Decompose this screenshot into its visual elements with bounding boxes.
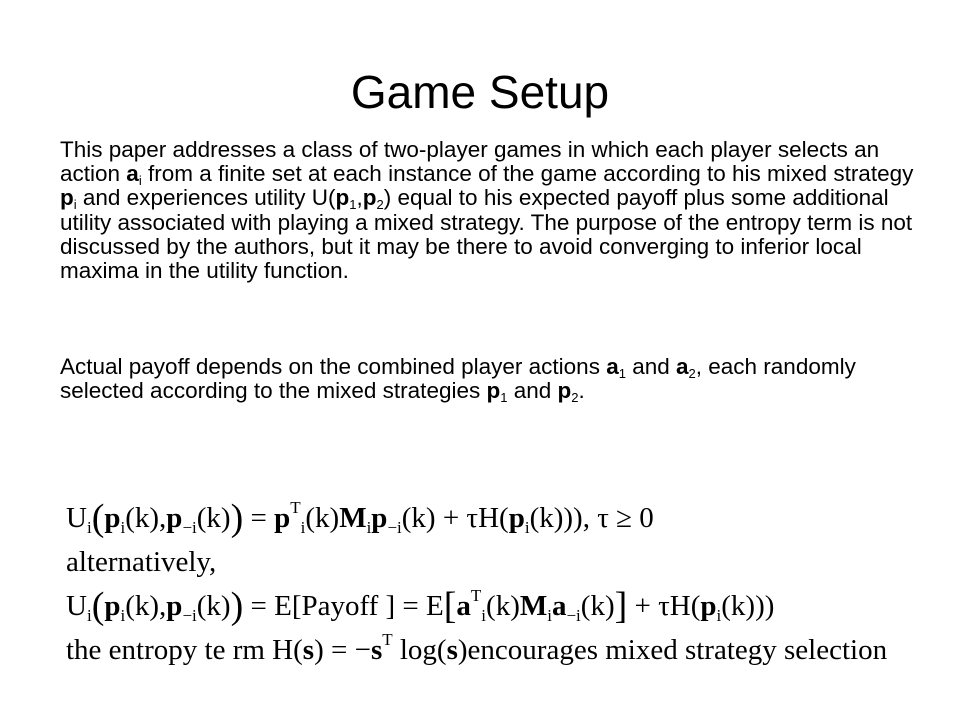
expected-payoff-equation: $U_i(p_i(k),p_{-i}(k))$ = E[Payoff ] = $E[a^T_i(k)M_ia_{-i}(k)] + \tau H(p_i(k))$) [66,585,775,627]
utility-equation: $U_i(p_i(k),p_{-i}(k)) = p^T_i(k)M_ip_{-i}(k) + \tau H(p_i(k))$), τ ≥ 0 [66,497,654,539]
entropy-equation: the entropy te rm $H(s) = -s^T$ log(s)encourages mixed strategy selection [66,630,888,666]
paragraph-actual-payoff: Actual payoff depends on the combined player actions $a_1$ and $a_2$, each randomly selected according to the mixed strategies $p_1$ and $p_2$. [60,354,856,406]
alternatively-line: alternatively, [66,546,217,578]
paragraph-game-description: This paper addresses a class of two-player games in which each player selects an action $a_i$ from a finite set at each instance of the game according to his mixed strategy $p_i$ and experiences utility $U(p_1,p_2)$ equal to his expected payoff plus some additional utility associated with playing a mixed strategy. The purpose of the entropy term is not discussed by the authors, but it may be there to avoid converging to inferior local maxima in the utility function. [60,137,914,284]
equations-block [66,496,926,672]
slide-title: Game Setup [350,66,610,118]
